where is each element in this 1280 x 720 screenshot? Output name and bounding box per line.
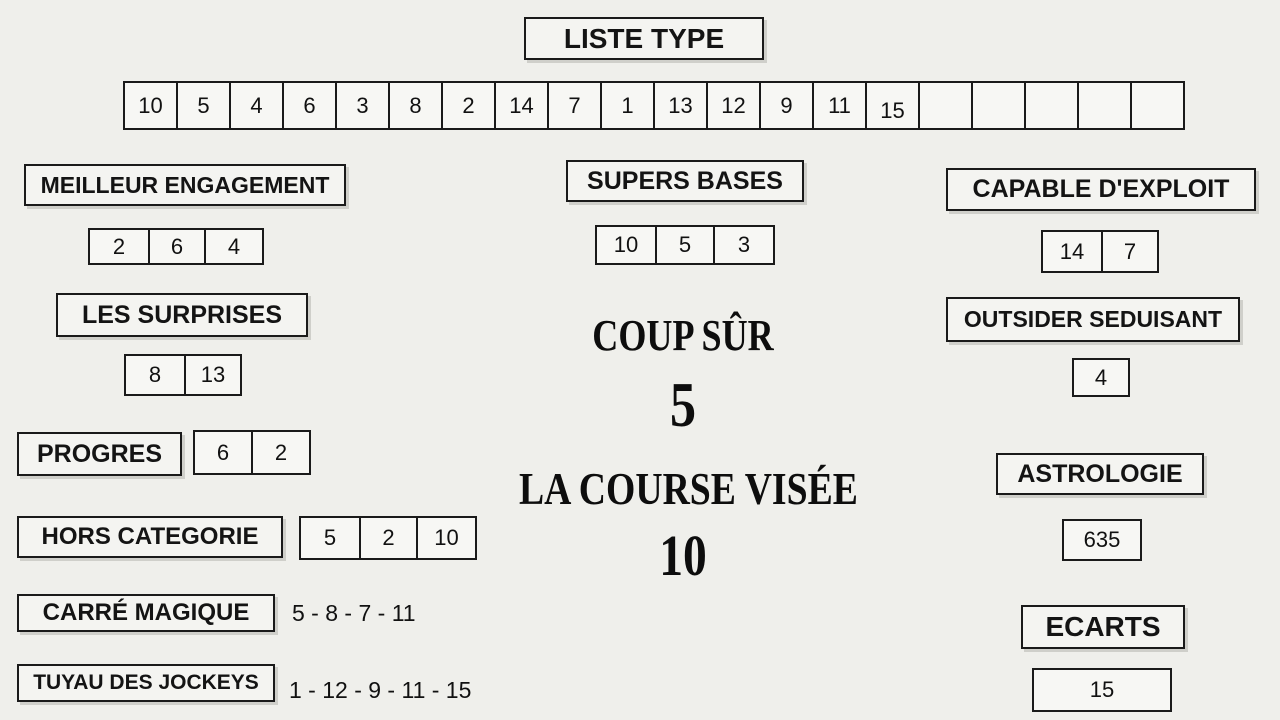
list-cell: 12 <box>706 81 761 130</box>
liste-type-title: LISTE TYPE <box>524 17 764 60</box>
value-cell: 6 <box>193 430 253 475</box>
list-cell <box>1077 81 1132 130</box>
tuyau-des-jockeys-label: TUYAU DES JOCKEYS <box>17 664 275 702</box>
capable-exploit-label: CAPABLE D'EXPLOIT <box>946 168 1256 211</box>
value-cell: 7 <box>1101 230 1159 273</box>
list-cell: 5 <box>176 81 231 130</box>
value-cell: 15 <box>1032 668 1172 712</box>
hors-categorie-grid <box>299 516 477 560</box>
list-cell <box>1024 81 1079 130</box>
list-cell <box>918 81 973 130</box>
list-cell: 4 <box>229 81 284 130</box>
list-cell: 2 <box>441 81 496 130</box>
list-cell: 14 <box>494 81 549 130</box>
supers-bases-label: SUPERS BASES <box>566 160 804 202</box>
list-cell: 11 <box>812 81 867 130</box>
ecarts-label: ECARTS <box>1021 605 1185 649</box>
value-cell: 10 <box>595 225 657 265</box>
list-cell: 1 <box>600 81 655 130</box>
astrologie-grid <box>1062 519 1142 561</box>
ecarts-grid <box>1032 668 1172 712</box>
liste-type-grid <box>123 81 1185 130</box>
course-visee-heading: LA COURSE VISÉE <box>519 463 858 514</box>
astrologie-label: ASTROLOGIE <box>996 453 1204 495</box>
outsider-seduisant-grid <box>1072 358 1130 397</box>
value-cell: 14 <box>1041 230 1103 273</box>
supers-bases-grid <box>595 225 775 265</box>
value-cell: 2 <box>359 516 418 560</box>
coup-sur-value: 5 <box>669 369 697 440</box>
list-cell: 6 <box>282 81 337 130</box>
carre-magique-label: CARRÉ MAGIQUE <box>17 594 275 632</box>
carre-magique-value: 5 - 8 - 7 - 11 <box>292 600 416 626</box>
progres-label: PROGRES <box>17 432 182 476</box>
meilleur-engagement-label: MEILLEUR ENGAGEMENT <box>24 164 346 206</box>
coup-sur-heading: COUP SÛR <box>592 311 774 360</box>
value-cell: 4 <box>204 228 264 265</box>
list-cell <box>1130 81 1185 130</box>
list-cell: 15 <box>865 81 920 130</box>
value-cell: 4 <box>1072 358 1130 397</box>
progres-grid <box>193 430 311 475</box>
capable-exploit-grid <box>1041 230 1159 273</box>
les-surprises-grid <box>124 354 242 396</box>
outsider-seduisant-label: OUTSIDER SEDUISANT <box>946 297 1240 342</box>
value-cell: 5 <box>299 516 361 560</box>
value-cell: 6 <box>148 228 206 265</box>
list-cell: 3 <box>335 81 390 130</box>
list-cell: 10 <box>123 81 178 130</box>
list-cell: 7 <box>547 81 602 130</box>
hors-categorie-label: HORS CATEGORIE <box>17 516 283 558</box>
list-cell: 8 <box>388 81 443 130</box>
course-visee-value: 10 <box>659 523 707 588</box>
tuyau-des-jockeys-value: 1 - 12 - 9 - 11 - 15 <box>289 677 472 703</box>
meilleur-engagement-grid <box>88 228 264 265</box>
value-cell: 5 <box>655 225 715 265</box>
value-cell: 635 <box>1062 519 1142 561</box>
value-cell: 10 <box>416 516 477 560</box>
list-cell <box>971 81 1026 130</box>
list-cell: 13 <box>653 81 708 130</box>
les-surprises-label: LES SURPRISES <box>56 293 308 337</box>
value-cell: 13 <box>184 354 242 396</box>
list-cell: 9 <box>759 81 814 130</box>
value-cell: 2 <box>88 228 150 265</box>
value-cell: 8 <box>124 354 186 396</box>
value-cell: 3 <box>713 225 775 265</box>
value-cell: 2 <box>251 430 311 475</box>
